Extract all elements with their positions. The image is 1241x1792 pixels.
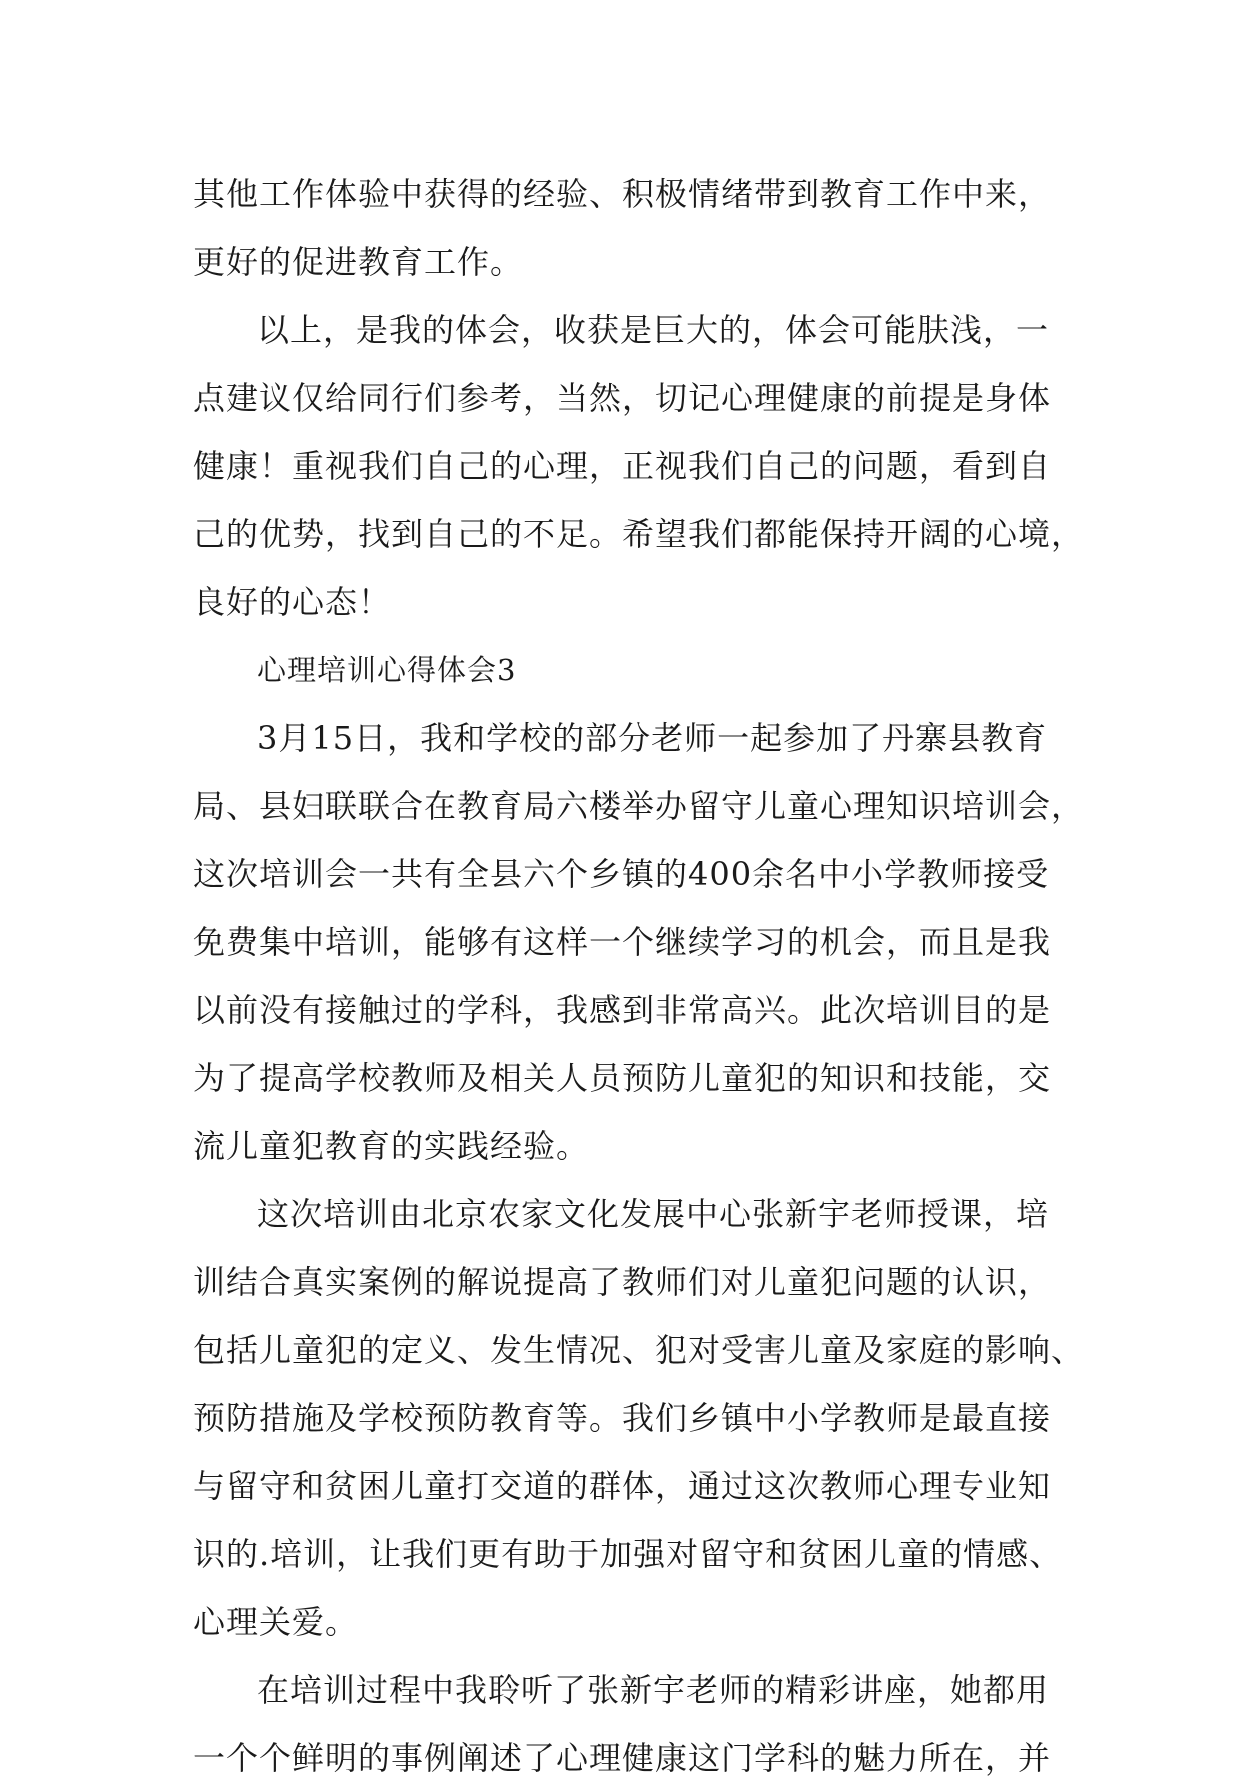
text-line: 免费集中培训，能够有这样一个继续学习的机会，而且是我 (193, 923, 1052, 961)
paragraph-start: 这次培训由北京农家文化发展中心张新宇老师授课，培 (257, 1195, 1050, 1233)
text-line: 己的优势，找到自己的不足。希望我们都能保持开阔的心境， (193, 515, 1085, 553)
text-line: 训结合真实案例的解说提高了教师们对儿童犯问题的认识， (193, 1263, 1052, 1301)
paragraph-start: 以上，是我的体会，收获是巨大的，体会可能肤浅，一 (257, 311, 1050, 349)
document-body (193, 160, 1085, 1792)
text-line: 预防措施及学校预防教育等。我们乡镇中小学教师是最直接 (193, 1399, 1052, 1437)
text-line: 心理关爱。 (193, 1603, 359, 1641)
paragraph-start: 在培训过程中我聆听了张新宇老师的精彩讲座，她都用 (257, 1671, 1050, 1709)
text-line: 以前没有接触过的学科，我感到非常高兴。此次培训目的是 (193, 991, 1052, 1029)
text-line: 一个个鲜明的事例阐述了心理健康这门学科的魅力所在，并 (193, 1739, 1052, 1777)
paragraph-start: 3月15日，我和学校的部分老师一起参加了丹寨县教育 (257, 719, 1048, 757)
text-line: 更好的促进教育工作。 (193, 243, 524, 281)
text-line: 点建议仅给同行们参考，当然，切记心理健康的前提是身体 (193, 379, 1052, 417)
section-heading: 心理培训心得体会3 (257, 653, 517, 687)
text-line: 为了提高学校教师及相关人员预防儿童犯的知识和技能，交 (193, 1059, 1052, 1097)
text-line: 局、县妇联联合在教育局六楼举办留守儿童心理知识培训会， (193, 787, 1085, 825)
text-line: 流儿童犯教育的实践经验。 (193, 1127, 590, 1165)
text-line: 与留守和贫困儿童打交道的群体，通过这次教师心理专业知 (193, 1467, 1052, 1505)
text-line: 识的.培训，让我们更有助于加强对留守和贫困儿童的情感、 (193, 1535, 1063, 1573)
text-line: 良好的心态！ (193, 583, 392, 621)
text-line: 这次培训会一共有全县六个乡镇的400余名中小学教师接受 (193, 855, 1050, 893)
text-line: 健康！重视我们自己的心理，正视我们自己的问题，看到自 (193, 447, 1052, 485)
text-line: 其他工作体验中获得的经验、积极情绪带到教育工作中来， (193, 175, 1052, 213)
text-line: 包括儿童犯的定义、发生情况、犯对受害儿童及家庭的影响、 (193, 1331, 1085, 1369)
